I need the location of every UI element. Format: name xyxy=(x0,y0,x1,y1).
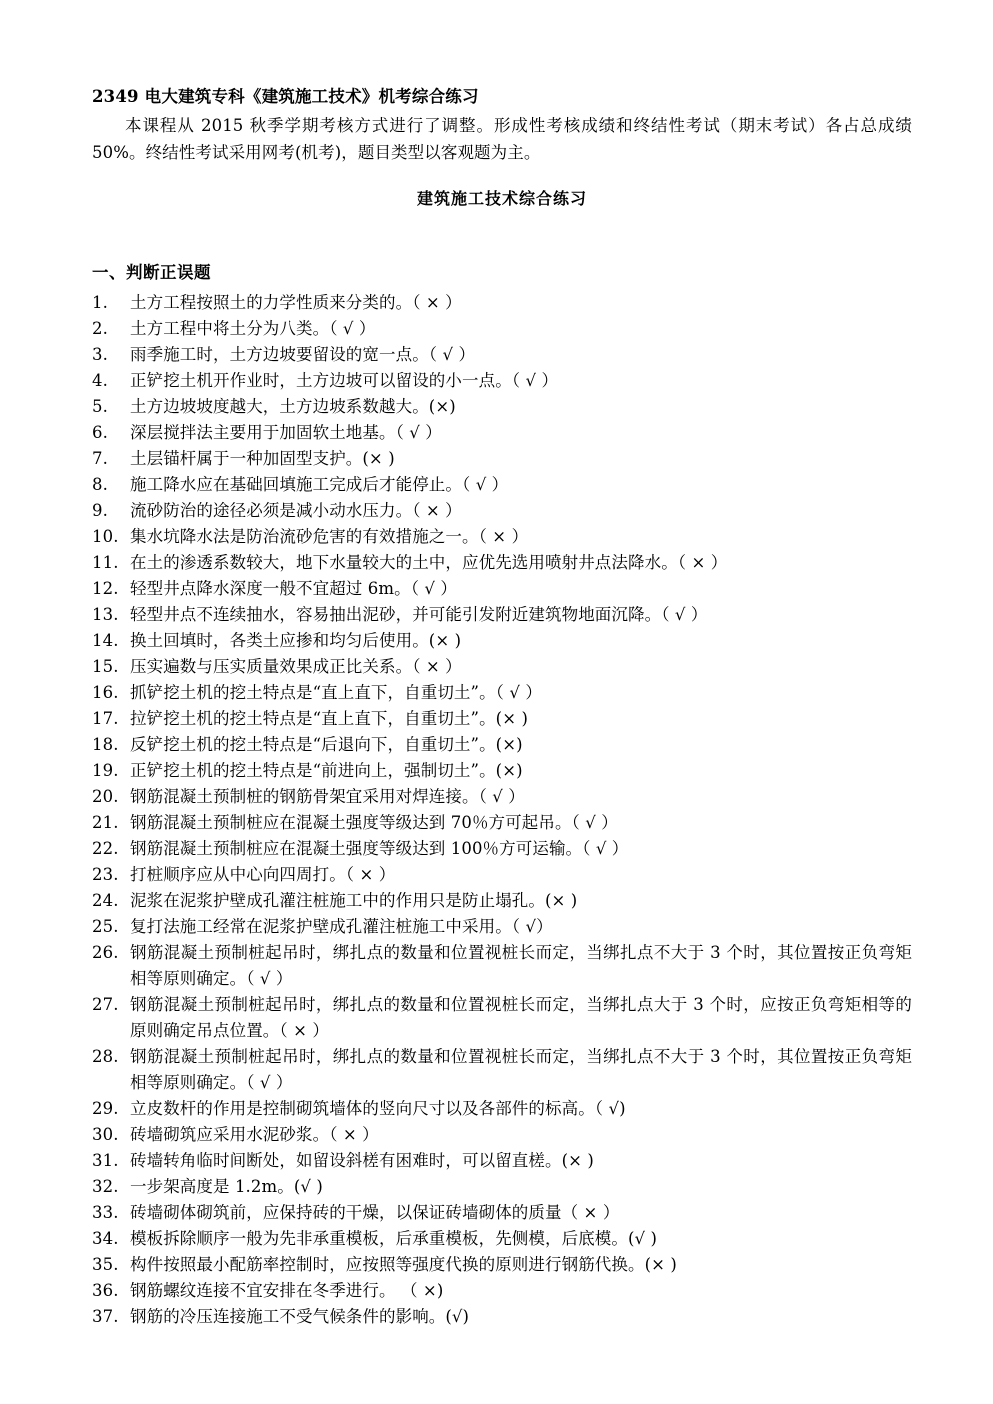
question-item xyxy=(92,732,912,758)
question-item xyxy=(92,394,912,420)
question-number: 27. xyxy=(92,995,119,1014)
question-text: 砖墙砌体砌筑前，应保持砖的干燥，以保证砖墙砌体的质量（ × ） xyxy=(130,1203,620,1222)
question-number: 21. xyxy=(92,813,119,832)
question-number: 20. xyxy=(92,787,119,806)
question-item xyxy=(92,628,912,654)
question-item xyxy=(92,654,912,680)
question-text: 流砂防治的途径必须是减小动水压力。（ × ） xyxy=(130,501,462,520)
question-item xyxy=(92,758,912,784)
question-number: 31. xyxy=(92,1151,119,1170)
question-text: 抓铲挖土机的挖土特点是“直上直下，自重切土”。（ √ ） xyxy=(130,683,542,702)
question-number: 3. xyxy=(92,345,108,364)
question-number: 23. xyxy=(92,865,119,884)
question-item xyxy=(92,342,912,368)
question-text: 反铲挖土机的挖土特点是“后退向下，自重切土”。(×) xyxy=(130,735,523,754)
question-item xyxy=(92,368,912,394)
question-text: 钢筋混凝土预制桩的钢筋骨架宜采用对焊连接。（ √ ） xyxy=(130,787,525,806)
question-text: 集水坑降水法是防治流砂危害的有效措施之一。（ × ） xyxy=(130,527,529,546)
question-item xyxy=(92,810,912,836)
question-number: 4. xyxy=(92,371,108,390)
question-number: 16. xyxy=(92,683,119,702)
question-text: 钢筋混凝土预制桩起吊时，绑扎点的数量和位置视桩长而定，当绑扎点不大于 3 个时，其位置按正负弯矩相等原则确定。（ √ ） xyxy=(130,1047,912,1092)
question-item xyxy=(92,446,912,472)
question-number: 5. xyxy=(92,397,108,416)
question-item xyxy=(92,1174,912,1200)
question-item xyxy=(92,1044,912,1096)
question-number: 6. xyxy=(92,423,108,442)
question-number: 24. xyxy=(92,891,119,910)
question-item xyxy=(92,1096,912,1122)
question-text: 轻型井点降水深度一般不宜超过 6m。（ √ ） xyxy=(130,579,457,598)
question-item xyxy=(92,602,912,628)
question-text: 雨季施工时，土方边坡要留设的宽一点。（ √ ） xyxy=(130,345,476,364)
question-item xyxy=(92,472,912,498)
question-number: 33. xyxy=(92,1203,119,1222)
question-number: 36. xyxy=(92,1281,119,1300)
question-item xyxy=(92,888,912,914)
question-item xyxy=(92,1200,912,1226)
question-item xyxy=(92,940,912,992)
question-text: 砖墙砌筑应采用水泥砂浆。（ × ） xyxy=(130,1125,379,1144)
question-text: 立皮数杆的作用是控制砌筑墙体的竖向尺寸以及各部件的标高。（ √) xyxy=(130,1099,626,1118)
question-item xyxy=(92,290,912,316)
center-heading: 建筑施工技术综合练习 xyxy=(416,189,587,208)
question-text: 轻型井点不连续抽水，容易抽出泥砂，并可能引发附近建筑物地面沉降。（ √ ） xyxy=(130,605,708,624)
question-number: 18. xyxy=(92,735,119,754)
question-item xyxy=(92,784,912,810)
question-text: 模板拆除顺序一般为先非承重模板，后承重模板，先侧模，后底模。(√ ) xyxy=(130,1229,658,1248)
question-item xyxy=(92,1226,912,1252)
question-item xyxy=(92,1122,912,1148)
question-item xyxy=(92,1304,912,1330)
question-number: 34. xyxy=(92,1229,119,1248)
question-number: 28. xyxy=(92,1047,119,1066)
question-number: 8. xyxy=(92,475,108,494)
question-text: 土层锚杆属于一种加固型支护。(× ) xyxy=(130,449,395,468)
question-text: 换土回填时，各类土应掺和均匀后使用。(× ) xyxy=(130,631,462,650)
question-text: 构件按照最小配筋率控制时，应按照等强度代换的原则进行钢筋代换。(× ) xyxy=(130,1255,677,1274)
question-text: 钢筋的冷压连接施工不受气候条件的影响。(√) xyxy=(130,1307,470,1326)
question-item xyxy=(92,498,912,524)
question-text: 深层搅拌法主要用于加固软土地基。（ √ ） xyxy=(130,423,442,442)
question-item xyxy=(92,680,912,706)
question-number: 25. xyxy=(92,917,119,936)
question-text: 钢筋混凝土预制桩起吊时，绑扎点的数量和位置视桩长而定，当绑扎点不大于 3 个时，其位置按正负弯矩相等原则确定。（ √ ） xyxy=(130,943,912,988)
question-text: 在土的渗透系数较大，地下水量较大的土中，应优先选用喷射井点法降水。（ × ） xyxy=(130,553,728,572)
question-number: 1. xyxy=(92,293,108,312)
question-number: 35. xyxy=(92,1255,119,1274)
question-number: 13. xyxy=(92,605,119,624)
question-text: 钢筋混凝土预制桩应在混凝土强度等级达到 70％方可起吊。（ √ ） xyxy=(130,813,618,832)
question-item xyxy=(92,420,912,446)
question-number: 12. xyxy=(92,579,119,598)
question-text: 正铲挖土机开作业时，土方边坡可以留设的小一点。（ √ ） xyxy=(130,371,559,390)
question-text: 钢筋混凝土预制桩应在混凝土强度等级达到 100％方可运输。（ √ ） xyxy=(130,839,629,858)
question-text: 正铲挖土机的挖土特点是“前进向上，强制切土”。(×) xyxy=(130,761,523,780)
question-text: 钢筋螺纹连接不宜安排在冬季进行。 （ ×) xyxy=(130,1281,444,1300)
question-number: 17. xyxy=(92,709,119,728)
question-text: 压实遍数与压实质量效果成正比关系。（ × ） xyxy=(130,657,462,676)
question-text: 施工降水应在基础回填施工完成后才能停止。（ √ ） xyxy=(130,475,509,494)
question-number: 29. xyxy=(92,1099,119,1118)
question-number: 26. xyxy=(92,943,119,962)
question-text: 砖墙转角临时间断处，如留设斜槎有困难时，可以留直槎。(× ) xyxy=(130,1151,594,1170)
question-text: 一步架高度是 1.2m。(√ ) xyxy=(130,1177,323,1196)
question-number: 2. xyxy=(92,319,108,338)
question-number: 14. xyxy=(92,631,119,650)
question-text: 复打法施工经常在泥浆护壁成孔灌注桩施工中采用。（ √） xyxy=(130,917,553,936)
question-number: 10. xyxy=(92,527,119,546)
question-text: 土方边坡坡度越大，土方边坡系数越大。(×) xyxy=(130,397,456,416)
question-number: 37. xyxy=(92,1307,119,1326)
question-number: 11. xyxy=(92,553,119,572)
question-number: 30. xyxy=(92,1125,119,1144)
question-item xyxy=(92,1148,912,1174)
question-number: 9. xyxy=(92,501,108,520)
question-item xyxy=(92,524,912,550)
document-title: 2349 电大建筑专科《建筑施工技术》机考综合练习 xyxy=(92,87,479,106)
question-number: 7. xyxy=(92,449,108,468)
question-text: 泥浆在泥浆护壁成孔灌注桩施工中的作用只是防止塌孔。(× ) xyxy=(130,891,578,910)
question-item xyxy=(92,706,912,732)
question-item xyxy=(92,992,912,1044)
question-number: 32. xyxy=(92,1177,119,1196)
question-item xyxy=(92,316,912,342)
question-item xyxy=(92,914,912,940)
question-item xyxy=(92,576,912,602)
question-number: 22. xyxy=(92,839,119,858)
question-list xyxy=(92,290,912,1330)
question-item xyxy=(92,1278,912,1304)
question-item xyxy=(92,836,912,862)
intro-paragraph: 本课程从 2015 秋季学期考核方式进行了调整。形成性考核成绩和终结性考试（期末考试）各占总成绩 50%。终结性考试采用网考(机考)，题目类型以客观题为主。 xyxy=(92,116,912,162)
question-number: 19. xyxy=(92,761,119,780)
question-text: 拉铲挖土机的挖土特点是“直上直下，自重切土”。(× ) xyxy=(130,709,529,728)
question-number: 15. xyxy=(92,657,119,676)
question-text: 土方工程按照土的力学性质来分类的。（ × ） xyxy=(130,293,462,312)
question-item xyxy=(92,1252,912,1278)
document-body xyxy=(92,84,912,1330)
question-text: 土方工程中将土分为八类。（ √ ） xyxy=(130,319,376,338)
part-heading-true-false: 一、判断正误题 xyxy=(92,263,211,282)
question-text: 钢筋混凝土预制桩起吊时，绑扎点的数量和位置视桩长而定，当绑扎点大于 3 个时，应按正负弯矩相等的原则确定吊点位置。（ × ） xyxy=(130,995,912,1040)
question-item xyxy=(92,550,912,576)
question-text: 打桩顺序应从中心向四周打。（ × ） xyxy=(130,865,396,884)
question-item xyxy=(92,862,912,888)
